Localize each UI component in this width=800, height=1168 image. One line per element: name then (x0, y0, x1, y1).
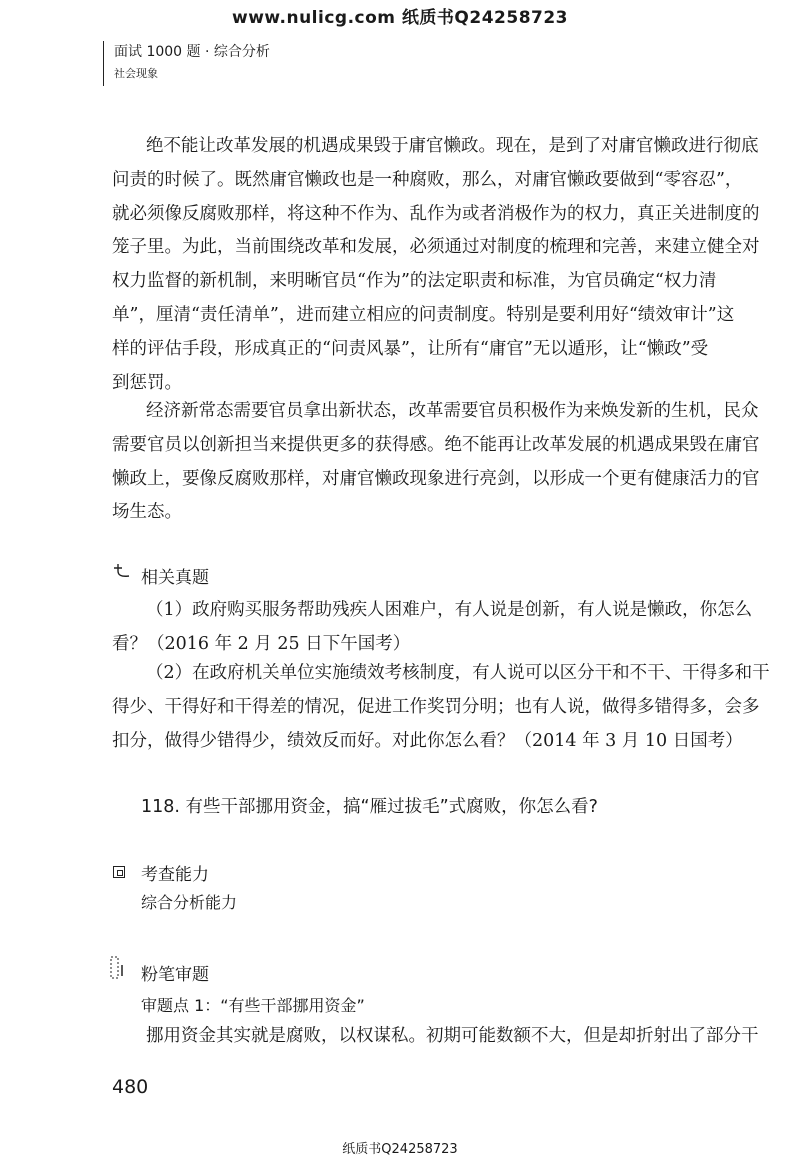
text-line: 挪用资金其实就是腐败，以权谋私。初期可能数额不大，但是却折射出了部分干 (146, 1026, 759, 1046)
text-line: 问责的时候了。既然庸官懒政也是一种腐败，那么，对庸官懒政要做到“零容忍”， (112, 169, 743, 190)
paragraph-2 (112, 395, 760, 530)
related-section-icon (113, 563, 131, 579)
book-title: 面试 1000 题 · 综合分析 (114, 44, 270, 60)
ability-section-icon (113, 866, 125, 878)
review-point-1: 审题点 1：“有些干部挪用资金” (141, 996, 365, 1015)
text-line: 懒政上，要像反腐败那样，对庸官懒政现象进行亮剑，以形成一个更有健康活力的官 (112, 468, 760, 489)
related-item-2 (112, 657, 770, 758)
page-number: 480 (112, 1076, 149, 1098)
header-divider (103, 41, 104, 86)
text-line: 样的评估手段，形成真正的“问责风暴”，让所有“庸官”无以遁形，让“懒政”受 (112, 338, 709, 359)
related-section-title: 相关真题 (141, 568, 209, 588)
text-line: 看？（2016 年 2 月 25 日下午国考） (112, 633, 411, 654)
text-line: 笼子里。为此，当前围绕改革和发展，必须通过对制度的梳理和完善，来建立健全对 (112, 237, 760, 258)
paragraph-1 (112, 130, 760, 400)
text-line: 需要官员以创新担当来提供更多的获得感。绝不能再让改革发展的机遇成果毁在庸官 (112, 434, 760, 455)
text-line: 得少、干得好和干得差的情况，促进工作奖罚分明；也有人说，做得多错得多，会多 (112, 696, 760, 717)
text-line: 经济新常态需要官员拿出新状态，改革需要官员积极作为来焕发新的生机，民众 (146, 401, 759, 421)
text-line: 绝不能让改革发展的机遇成果毁于庸官懒政。现在，是到了对庸官懒政进行彻底 (146, 136, 759, 156)
text-line: 到惩罚。 (112, 372, 182, 393)
text-line: 单”，厘清“责任清单”，进而建立相应的问责制度。特别是要利用好“绩效审计”这 (112, 304, 735, 325)
review-section-title: 粉笔审题 (141, 965, 209, 985)
text-line: 场生态。 (112, 502, 182, 523)
review-section-icon (110, 956, 128, 980)
text-line: 权力监督的新机制，来明晰官员“作为”的法定职责和标准，为官员确定“权力清 (112, 271, 717, 292)
ability-section-title: 考查能力 (141, 865, 209, 885)
question-title: 118. 有些干部挪用资金，搞“雁过拔毛”式腐败，你怎么看? (141, 797, 598, 817)
related-item-1 (112, 594, 753, 662)
text-line: 就必须像反腐败那样，将这种不作为、乱作为或者消极作为的权力，真正关进制度的 (112, 203, 760, 224)
text-line: （2）在政府机关单位实施绩效考核制度，有人说可以区分干和不干、干得多和干 (146, 663, 770, 683)
ability-value: 综合分析能力 (141, 893, 238, 912)
text-line: 扣分，做得少错得少，绩效反而好。对此你怎么看？（2014 年 3 月 10 日国考） (112, 730, 743, 751)
review-text (112, 1020, 759, 1054)
chapter-label: 社会现象 (114, 67, 158, 80)
top-watermark: www.nulicg.com 纸质书Q24258723 (231, 8, 569, 28)
bottom-watermark: 纸质书Q24258723 (342, 1142, 458, 1157)
text-line: （1）政府购买服务帮助残疾人困难户，有人说是创新，有人说是懒政，你怎么 (146, 600, 753, 620)
